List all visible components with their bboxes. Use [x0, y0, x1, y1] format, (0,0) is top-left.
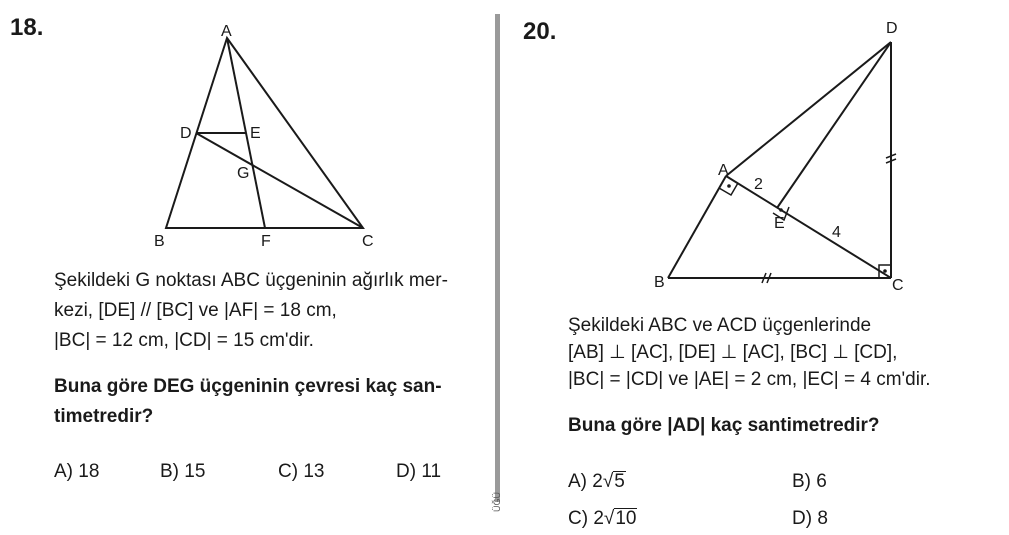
question-20-text — [568, 312, 931, 393]
question-18-number: 18. — [10, 14, 44, 41]
label-a: A — [221, 23, 232, 40]
label-d: D — [886, 20, 898, 37]
right-angle-a-dot — [727, 184, 731, 188]
question-20-number: 20. — [523, 18, 557, 45]
label-c: C — [362, 233, 374, 250]
text-line: kezi, [DE] // [BC] ve |AF| = 18 cm, — [54, 300, 337, 321]
label-b: B — [154, 233, 165, 250]
label-c: C — [892, 277, 904, 294]
option-c[interactable] — [568, 508, 637, 530]
text-line: [AB] ⊥ [AC], [DE] ⊥ [AC], [BC] ⊥ [CD], — [568, 342, 898, 363]
side-ac — [726, 176, 891, 278]
option-d[interactable]: D) 11 — [396, 461, 442, 482]
right-angle-c-dot — [883, 269, 887, 273]
label-e: E — [250, 125, 261, 142]
sqrt-icon: √ — [603, 508, 615, 529]
option-c[interactable]: C) 13 — [278, 461, 325, 482]
prompt-line: Buna göre DEG üçgeninin çevresi kaç san- — [54, 376, 442, 397]
segment-de — [777, 42, 891, 208]
margin-text: ÜĞÜ — [492, 492, 502, 512]
text-line: Şekildeki ABC ve ACD üçgenlerinde — [568, 315, 872, 336]
side-ab — [668, 176, 726, 278]
prompt-line: timetredir? — [54, 406, 154, 427]
option-c-radicand: 10 — [615, 508, 637, 529]
option-c-prefix: C) 2 — [568, 508, 604, 529]
label-f: F — [261, 233, 271, 250]
sqrt-icon: √ — [602, 471, 614, 492]
question-18-text — [54, 266, 448, 356]
right-angle-e-dot — [779, 208, 783, 212]
option-a-prefix: A) 2 — [568, 471, 603, 492]
option-b[interactable]: B) 6 — [792, 471, 827, 492]
question-20-figure — [500, 0, 1009, 300]
segment-dc — [196, 133, 363, 228]
label-ae-length: 2 — [754, 176, 763, 193]
option-a[interactable] — [568, 471, 626, 493]
label-b: B — [654, 274, 665, 291]
label-g: G — [237, 165, 250, 182]
text-line: Şekildeki G noktası ABC üçgeninin ağırlık mer- — [54, 270, 448, 291]
question-18-figure — [0, 0, 495, 260]
label-ec-length: 4 — [832, 224, 841, 241]
text-line: |BC| = |CD| ve |AE| = 2 cm, |EC| = 4 cm'dir. — [568, 369, 931, 390]
label-a: A — [718, 162, 729, 179]
triangle-abc — [166, 38, 363, 228]
label-e: E — [774, 215, 785, 232]
label-d: D — [180, 125, 192, 142]
question-20-prompt: Buna göre |AD| kaç santimetredir? — [568, 415, 880, 436]
option-a-radicand: 5 — [614, 471, 625, 492]
text-line: |BC| = 12 cm, |CD| = 15 cm'dir. — [54, 330, 314, 351]
option-d[interactable]: D) 8 — [792, 508, 828, 529]
option-a[interactable]: A) 18 — [54, 461, 100, 482]
option-b[interactable]: B) 15 — [160, 461, 206, 482]
question-18-prompt — [54, 372, 442, 432]
side-ad — [726, 42, 891, 176]
